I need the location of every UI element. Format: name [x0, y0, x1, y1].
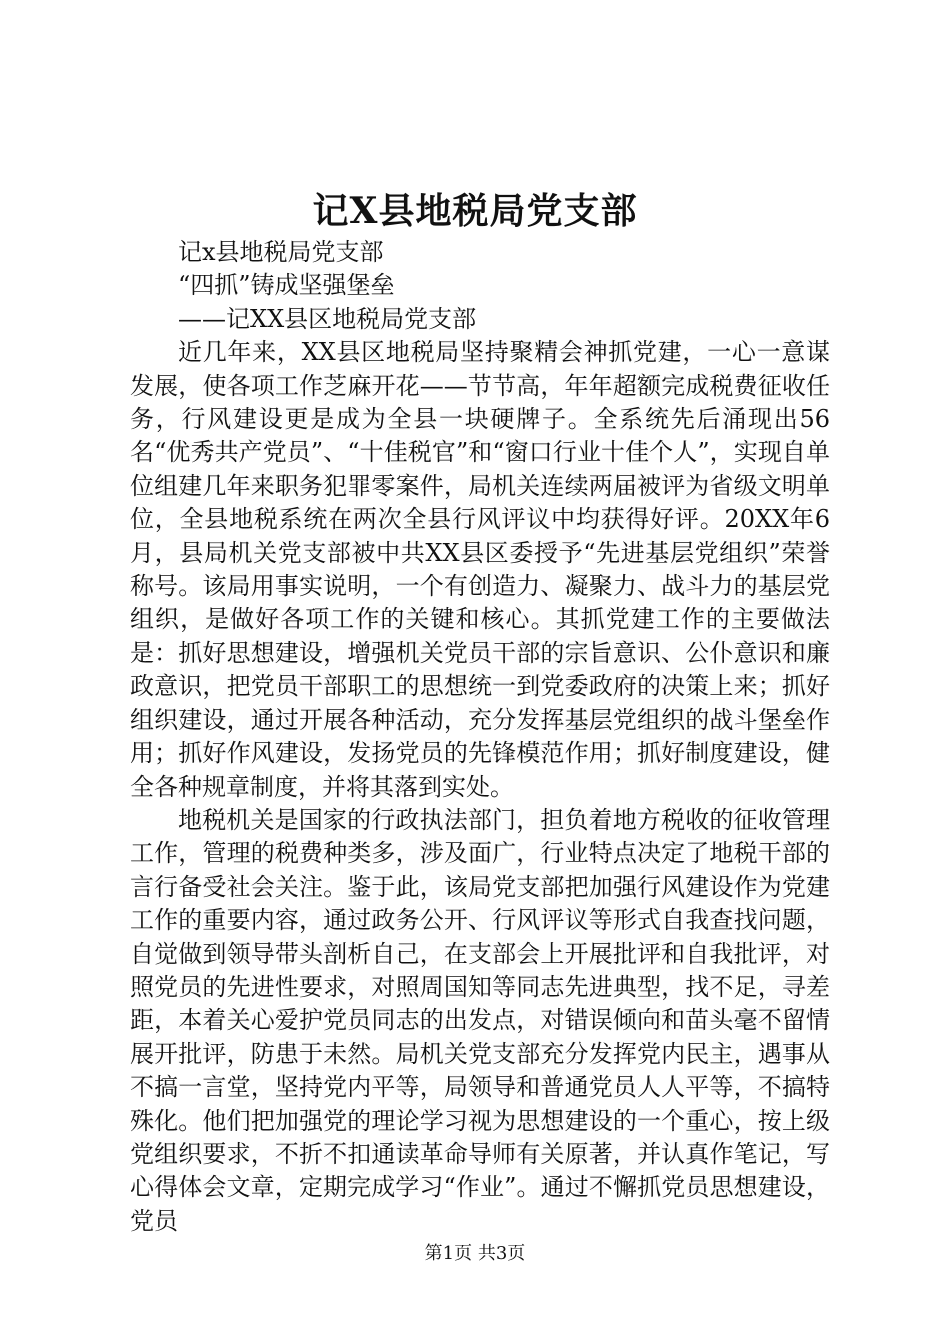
subtitle-line: 记x县地税局党支部: [178, 238, 384, 266]
subtitle-line: “四抓”铸成坚强堡垒: [178, 271, 395, 300]
page-footer: 第1页 共3页: [424, 1243, 526, 1264]
body-paragraph: 近几年来，XX县区地税局坚持聚精会神抓党建，一心一意谋发展，使各项工作芝麻开花——节节高，年年超额完成税费征收任务，行风建设更是成为全县一块硬牌子。全系统先后涌现出56名“优秀共产党员”、“十佳税官”和“窗口行业十佳个人”，实现自单位组建几年来职务犯罪零案件，局机关连续两届被评为省级文明单位，全县地税系统在两次全县行风评议中均获得好评。20XX年6月，县局机关党支部被中共XX县区委授予“先进基层党组织”荣誉称号。该局用事实说明，一个有创造力、凝聚力、战斗力的基层党组织，是做好各项工作的关键和核心。其抓党建工作的主要做法是：抓好思想建设，增强机关党员干部的宗旨意识、公仆意识和廉政意识，把党员干部职工的思想统一到党委政府的决策上来；抓好组织建设，通过开展各种活动，充分发挥基层党组织的战斗堡垒作用；抓好作风建设，发扬党员的先锋模范作用；抓好制度建设，健全各种规章制度，并将其落到实处。: [130, 338, 830, 801]
document-title: 记X县地税局党支部: [312, 190, 638, 232]
subtitle-line: ——记XX县区地税局党支部: [178, 304, 477, 333]
body-paragraph: 地税机关是国家的行政执法部门，担负着地方税收的征收管理工作，管理的税费种类多，涉及面广，行业特点决定了地税干部的言行备受社会关注。鉴于此，该局党支部把加强行风建设作为党建工作的重要内容，通过政务公开、行风评议等形式自我查找问题，自觉做到领导带头剖析自己，在支部会上开展批评和自我批评，对照党员的先进性要求，对照周国知等同志先进典型，找不足，寻差距，本着关心爱护党员同志的出发点，对错误倾向和苗头毫不留情展开批评，防患于未然。局机关党支部充分发挥党内民主，遇事从不搞一言堂，坚持党内平等，局领导和普通党员人人平等，不搞特殊化。他们把加强党的理论学习视为思想建设的一个重心，按上级党组织要求，不折不扣通读革命导师有关原著，并认真作笔记，写心得体会文章，定期完成学习“作业”。通过不懈抓党员思想建设，党员: [130, 805, 830, 1235]
document-body: [130, 236, 830, 1238]
